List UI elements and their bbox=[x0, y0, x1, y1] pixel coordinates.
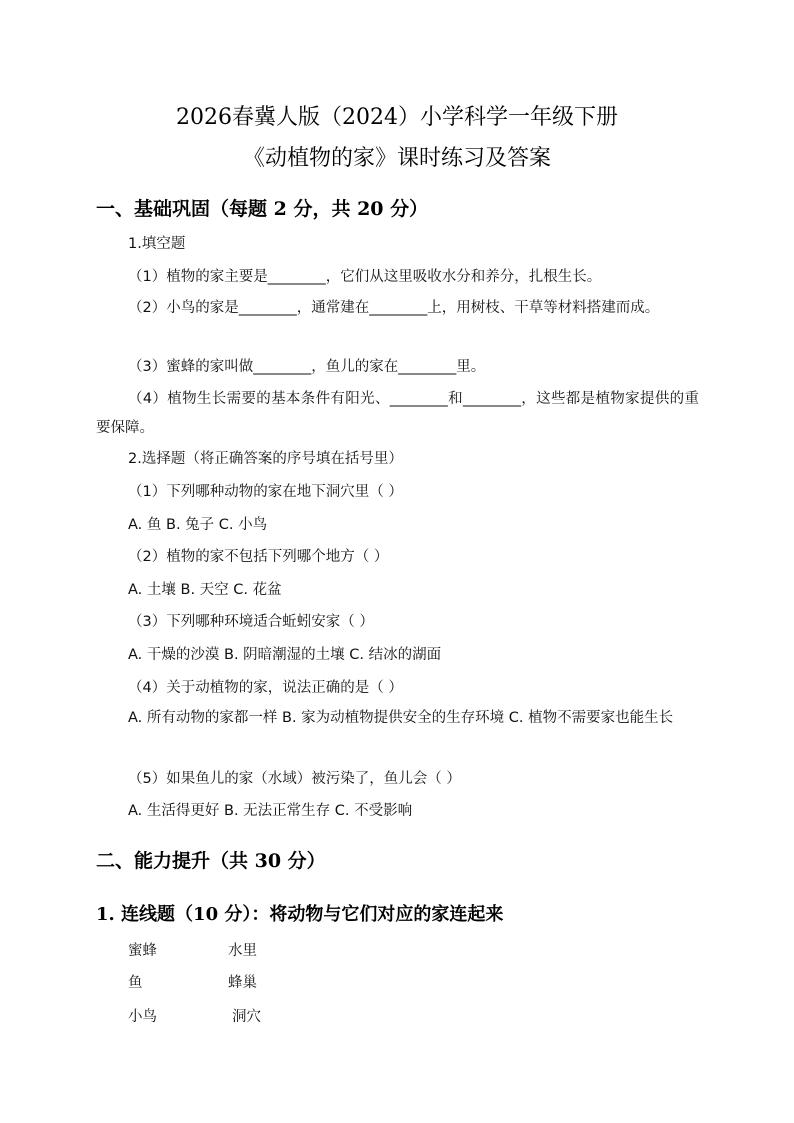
fill-question-3: （3）蜜蜂的家叫做________，鱼儿的家在________里。 bbox=[128, 359, 486, 375]
section1-heading: 一、基础巩固（每题 2 分，共 20 分） bbox=[96, 198, 429, 220]
choice-options-3: A. 干燥的沙漠 B. 阴暗潮湿的土壤 C. 结冰的湖面 bbox=[128, 647, 442, 663]
choice-options-1: A. 鱼 B. 兔子 C. 小鸟 bbox=[128, 517, 268, 533]
fill-question-1: （1）植物的家主要是________，它们从这里吸收水分和养分，扎根生长。 bbox=[128, 269, 602, 285]
matching-home-1: 水里 bbox=[228, 943, 257, 959]
choice-options-4: A. 所有动物的家都一样 B. 家为动植物提供安全的生存环境 C. 植物不需要家也能生长 bbox=[128, 710, 674, 726]
matching-home-3: 洞穴 bbox=[232, 1009, 261, 1025]
matching-animal-2: 鱼 bbox=[128, 975, 143, 991]
choice-question-5: （5）如果鱼儿的家（水域）被污染了，鱼儿会（ ） bbox=[128, 771, 461, 787]
document-title-line1: 2026春冀人版（2024）小学科学一年级下册 bbox=[176, 105, 618, 130]
document-title-line2: 《动植物的家》课时练习及答案 bbox=[242, 146, 551, 171]
choice-question-4: （4）关于动植物的家，说法正确的是（ ） bbox=[128, 680, 403, 696]
matching-heading: 1. 连线题（10 分）：将动物与它们对应的家连起来 bbox=[96, 904, 504, 925]
matching-animal-1: 蜜蜂 bbox=[128, 943, 157, 959]
choice-question-2: （2）植物的家不包括下列哪个地方（ ） bbox=[128, 549, 389, 565]
choice-options-5: A. 生活得更好 B. 无法正常生存 C. 不受影响 bbox=[128, 803, 413, 819]
choice-question-1: （1）下列哪种动物的家在地下洞穴里（ ） bbox=[128, 484, 403, 500]
matching-home-2: 蜂巢 bbox=[228, 975, 257, 991]
section2-heading: 二、能力提升（共 30 分） bbox=[96, 850, 326, 872]
choice-options-2: A. 土壤 B. 天空 C. 花盆 bbox=[128, 582, 282, 598]
fill-heading: 1.填空题 bbox=[128, 236, 186, 252]
choice-heading: 2.选择题（将正确答案的序号填在括号里） bbox=[128, 451, 403, 467]
matching-animal-3: 小鸟 bbox=[128, 1009, 157, 1025]
fill-question-4: （4）植物生长需要的基本条件有阳光、________和________，这些都是植物家提供的重要保障。 bbox=[96, 391, 699, 436]
fill-question-2: （2）小鸟的家是________，通常建在________上，用树枝、干草等材料搭建而成。 bbox=[128, 300, 660, 316]
choice-question-3: （3）下列哪种环境适合蚯蚓安家（ ） bbox=[128, 614, 374, 630]
